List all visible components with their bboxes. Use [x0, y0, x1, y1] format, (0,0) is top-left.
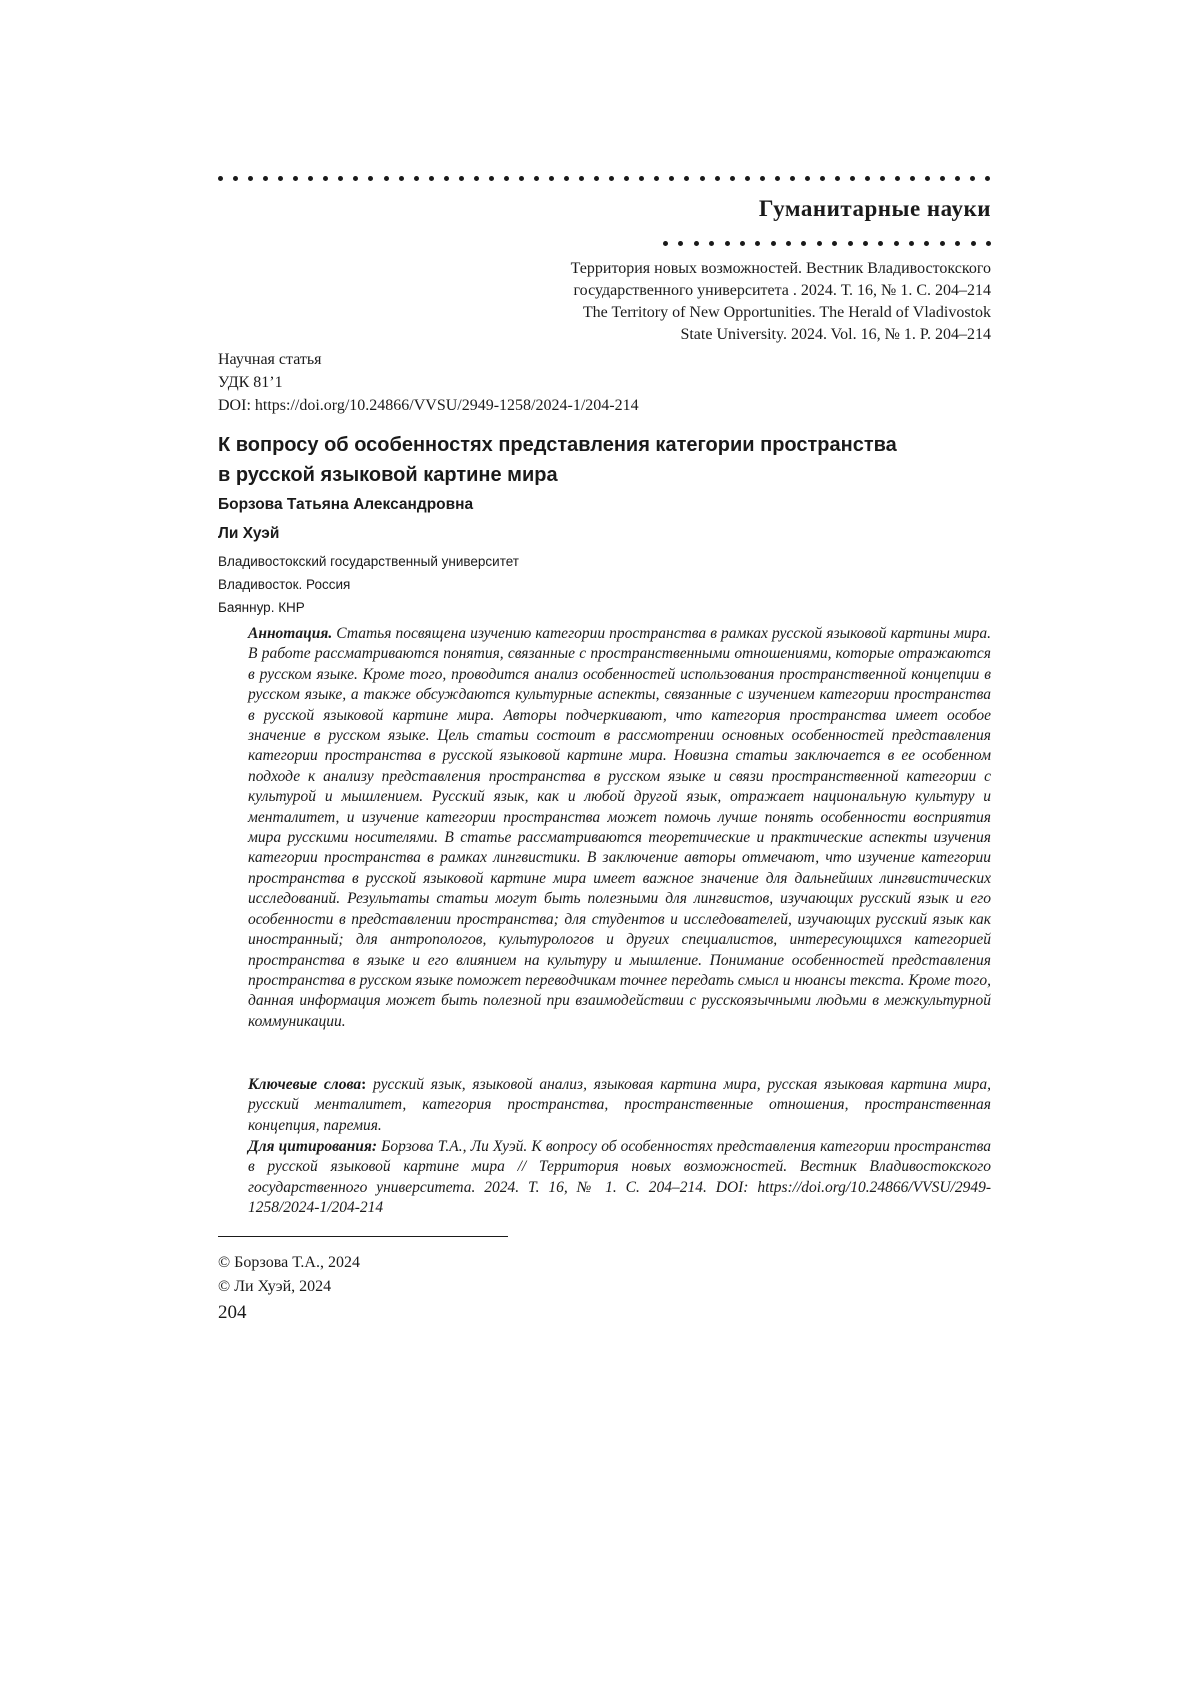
dot: [459, 176, 464, 181]
dot: [745, 176, 750, 181]
dot: [218, 176, 223, 181]
citation-paragraph: [248, 1137, 991, 1219]
affiliation-line: Владивостокский государственный университет: [218, 554, 519, 569]
keywords-label: Ключевые слова: [248, 1076, 362, 1093]
dot: [894, 241, 899, 246]
dot: [444, 176, 449, 181]
keywords-colon: :: [361, 1076, 367, 1093]
dot: [248, 176, 253, 181]
copyrights: [218, 1251, 360, 1299]
section-title: Гуманитарные науки: [758, 196, 991, 221]
copyright-line: © Ли Хуэй, 2024: [218, 1278, 332, 1295]
affiliation-line: Баяннур. КНР: [218, 600, 305, 615]
dot: [971, 241, 976, 246]
dot: [910, 176, 915, 181]
article-title: [218, 430, 978, 490]
keywords-paragraph: [248, 1075, 991, 1136]
dot: [895, 176, 900, 181]
dot: [489, 176, 494, 181]
dot: [534, 176, 539, 181]
dot: [694, 241, 699, 246]
dot: [609, 176, 614, 181]
dot: [786, 241, 791, 246]
dot: [924, 241, 929, 246]
citation-label: Для цитирования:: [248, 1138, 378, 1155]
dot: [760, 176, 765, 181]
dot: [368, 176, 373, 181]
dot: [233, 176, 238, 181]
dot: [801, 241, 806, 246]
dot: [678, 241, 683, 246]
dot: [429, 176, 434, 181]
dot: [654, 176, 659, 181]
dot: [293, 176, 298, 181]
dot: [669, 176, 674, 181]
dot: [504, 176, 509, 181]
dot: [308, 176, 313, 181]
article-title-line: в русской языковой картине мира: [218, 464, 558, 486]
dot: [940, 176, 945, 181]
copyright-line: © Борзова Т.А., 2024: [218, 1254, 360, 1271]
dot: [755, 241, 760, 246]
dot: [985, 176, 990, 181]
dot: [880, 176, 885, 181]
dot: [848, 241, 853, 246]
dot: [820, 176, 825, 181]
dot: [940, 241, 945, 246]
dot: [414, 176, 419, 181]
dot: [955, 241, 960, 246]
dot: [639, 176, 644, 181]
article-type: Научная статья: [218, 351, 322, 368]
dot: [771, 241, 776, 246]
dot: [863, 241, 868, 246]
page-number: 204: [218, 1302, 247, 1323]
dot: [878, 241, 883, 246]
dot: [594, 176, 599, 181]
dot: [817, 241, 822, 246]
dot: [399, 176, 404, 181]
author-name: Ли Хуэй: [218, 525, 280, 542]
dot: [955, 176, 960, 181]
dot: [925, 176, 930, 181]
article-meta: [218, 348, 639, 417]
journal-ref-line: государственного университета . 2024. Т. 16, № 1. С. 204–214: [573, 282, 991, 299]
dot: [730, 176, 735, 181]
dot: [323, 176, 328, 181]
udk-code: УДК 81’1: [218, 374, 283, 391]
annotation-paragraph: [248, 624, 991, 1032]
dot: [715, 176, 720, 181]
dot: [850, 176, 855, 181]
dot: [519, 176, 524, 181]
dot: [790, 176, 795, 181]
citation-text: Борзова Т.А., Ли Хуэй. К вопросу об особенностях представления категории пространства в русской языковой картине мира // Территория новых возможностей. Вестник Владивостокского государственного университета. 2024. Т. 16, № 1. С. 204–214. DOI: https://doi.org/10.24866/VVSU/2949-1258/2024-1/204-214: [248, 1138, 991, 1217]
dot: [263, 176, 268, 181]
annotation-label: Аннотация.: [248, 625, 333, 642]
dot: [684, 176, 689, 181]
journal-ref-line: The Territory of New Opportunities. The Herald of Vladivostok: [582, 304, 991, 321]
doi-link[interactable]: DOI: https://doi.org/10.24866/VVSU/2949-1258/2024-1/204-214: [218, 397, 639, 414]
dot: [564, 176, 569, 181]
dot: [835, 176, 840, 181]
dot: [775, 176, 780, 181]
dot: [700, 176, 705, 181]
author-name: Борзова Татьяна Александровна: [218, 496, 474, 513]
journal-ref-line: State University. 2024. Vol. 16, № 1. P. 204–214: [680, 326, 991, 343]
dot: [353, 176, 358, 181]
dot: [549, 176, 554, 181]
annotation-text: Статья посвящена изучению категории пространства в рамках русской языковой картины мира. В работе рассматриваются понятия, связанные с пространственными отношениями, которые отражаются в русском языке. Кроме того, проводится анализ особенностей использования пространственной концепции в русском языке, а также обсуждаются культурные аспекты, связанные с изучением категории пространства в русской языковой картине мира. Авторы подчеркивают, что категория пространства имеет особое значение в русском языке. Цель статьи состоит в рассмотрении основных особенностей представления категории пространства в русской языковой картине мира. Новизна статьи заключается в ее особенном подходе к анализу представления пространства в русском языке и связи пространственной категории с культурой и мышлением. Русский язык, как и любой другой язык, отражает национальную культуру и менталитет, и изучение категории пространства может помочь лучше понять особенности восприятия мира русскими носителями. В статье рассматриваются теоретические и практические аспекты изучения категории пространства в рамках лингвистики. В заключение авторы отмечают, что изучение категории пространства в русской языковой картине мира имеет важное значение для дальнейших лингвистических исследований. Результаты статьи могут быть полезными для лингвистов, изучающих русский язык и его особенности в представлении пространства; для студентов и исследователей, изучающих русский язык как иностранный; для антропологов, культурологов и других специалистов, интересующихся категорией пространства в языке и его влиянием на культуру и мышление. Понимание особенностей представления пространства в русском языке поможет переводчикам точнее передать смысл и нюансы текста. Кроме того, данная информация может быть полезной при взаимодействии с русскоязычными людьми в межкультурной коммуникации.: [248, 625, 992, 1030]
dot: [338, 176, 343, 181]
affiliation-line: Владивосток. Россия: [218, 577, 351, 592]
keywords-text: русский язык, языковой анализ, языковая картина мира, русская языковая картина мира, русский менталитет, категория пространства, пространственные отношения, пространственная концепция, паремия.: [248, 1076, 991, 1134]
affiliations: [218, 550, 519, 619]
section-dotted-rule: [663, 241, 991, 246]
dot: [384, 176, 389, 181]
dot: [663, 241, 668, 246]
dot: [832, 241, 837, 246]
dot: [624, 176, 629, 181]
journal-ref-line: Территория новых возможностей. Вестник Владивостокского: [570, 260, 991, 277]
dot: [278, 176, 283, 181]
journal-reference: [571, 258, 991, 346]
dot: [725, 241, 730, 246]
dot: [579, 176, 584, 181]
dot: [474, 176, 479, 181]
article-title-line: К вопросу об особенностях представления категории пространства: [218, 434, 897, 456]
dot: [909, 241, 914, 246]
dot: [986, 241, 991, 246]
top-dotted-rule: [218, 176, 991, 181]
dot: [709, 241, 714, 246]
footnote-divider: [218, 1236, 508, 1237]
dot: [970, 176, 975, 181]
dot: [865, 176, 870, 181]
dot: [805, 176, 810, 181]
dot: [740, 241, 745, 246]
